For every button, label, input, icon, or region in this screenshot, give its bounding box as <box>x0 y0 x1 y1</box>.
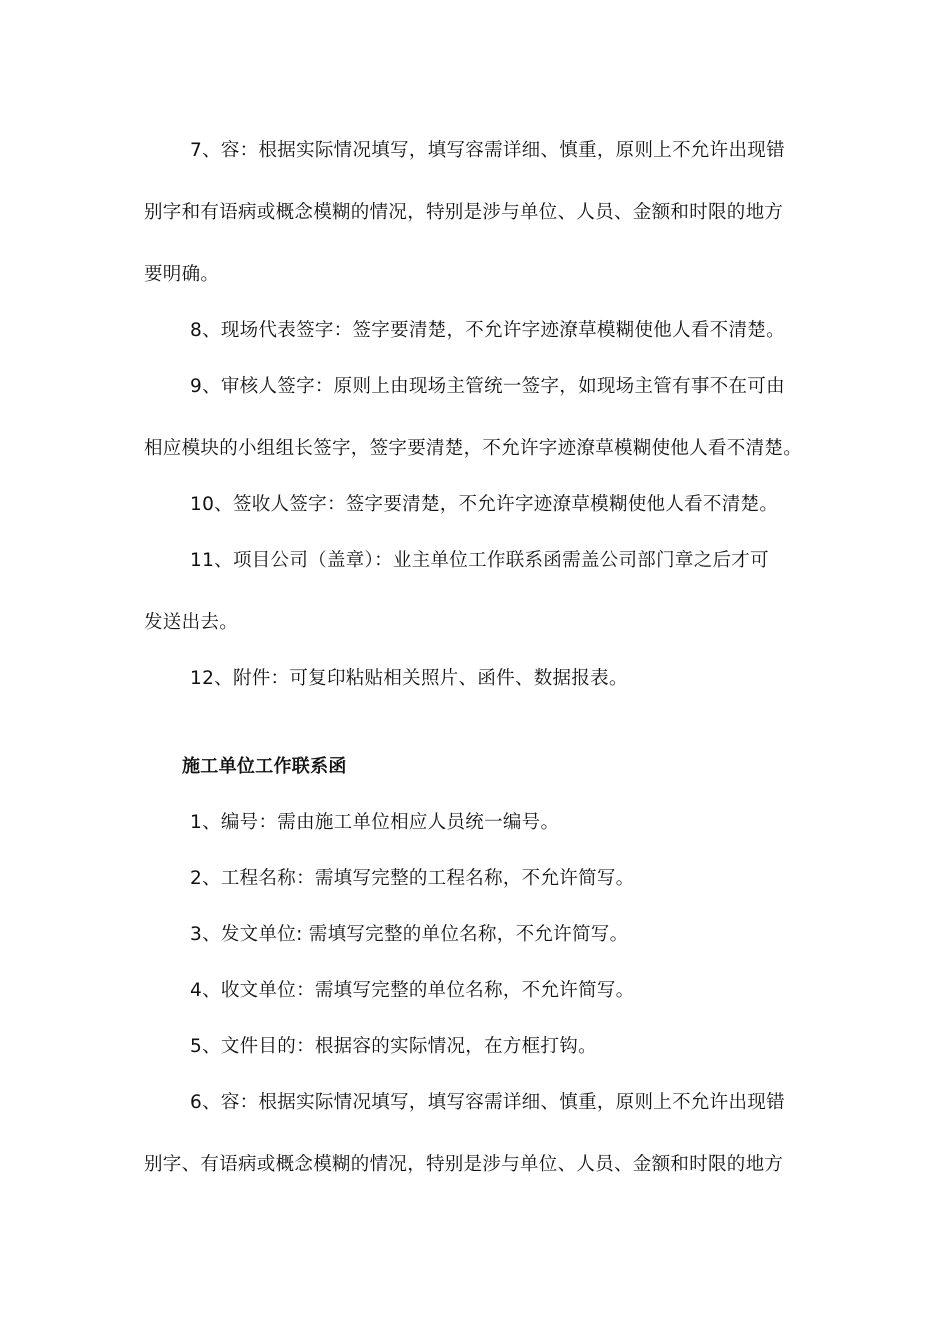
paragraph-line: 1、编号：需由施工单位相应人员统一编号。 <box>190 812 560 833</box>
paragraph-line: 11、项目公司（盖章）：业主单位工作联系函需盖公司部门章之后才可 <box>190 550 769 571</box>
paragraph-line: 9、审核人签字：原则上由现场主管统一签字，如现场主管有事不在可由 <box>190 376 785 397</box>
paragraph-line: 12、附件：可复印粘贴相关照片、函件、数据报表。 <box>190 668 628 689</box>
paragraph-line: 3、发文单位: 需填写完整的单位名称，不允许简写。 <box>190 924 629 945</box>
paragraph-line: 别字和有语病或概念模糊的情况，特别是涉与单位、人员、金额和时限的地方 <box>144 202 784 223</box>
paragraph-line: 10、签收人签字：签字要清楚，不允许字迹潦草模糊使他人看不清楚。 <box>190 494 779 515</box>
paragraph-line: 别字、有语病或概念模糊的情况，特别是涉与单位、人员、金额和时限的地方 <box>144 1154 784 1175</box>
paragraph-line: 4、收文单位：需填写完整的单位名称，不允许简写。 <box>190 980 635 1001</box>
paragraph-line: 要明确。 <box>144 264 220 285</box>
paragraph-line: 发送出去。 <box>144 612 239 633</box>
paragraph-line: 7、容：根据实际情况填写，填写容需详细、慎重，原则上不允许出现错 <box>190 140 785 161</box>
paragraph-line: 5、文件目的：根据容的实际情况，在方框打钩。 <box>190 1036 597 1057</box>
paragraph-line: 6、容：根据实际情况填写，填写容需详细、慎重，原则上不允许出现错 <box>190 1092 785 1113</box>
paragraph-line: 相应模块的小组组长签字，签字要清楚，不允许字迹潦草模糊使他人看不清楚。 <box>144 438 803 459</box>
section-heading: 施工单位工作联系函 <box>182 756 347 777</box>
paragraph-line: 8、现场代表签字：签字要清楚，不允许字迹潦草模糊使他人看不清楚。 <box>190 320 785 341</box>
paragraph-line: 2、工程名称：需填写完整的工程名称，不允许简写。 <box>190 868 635 889</box>
